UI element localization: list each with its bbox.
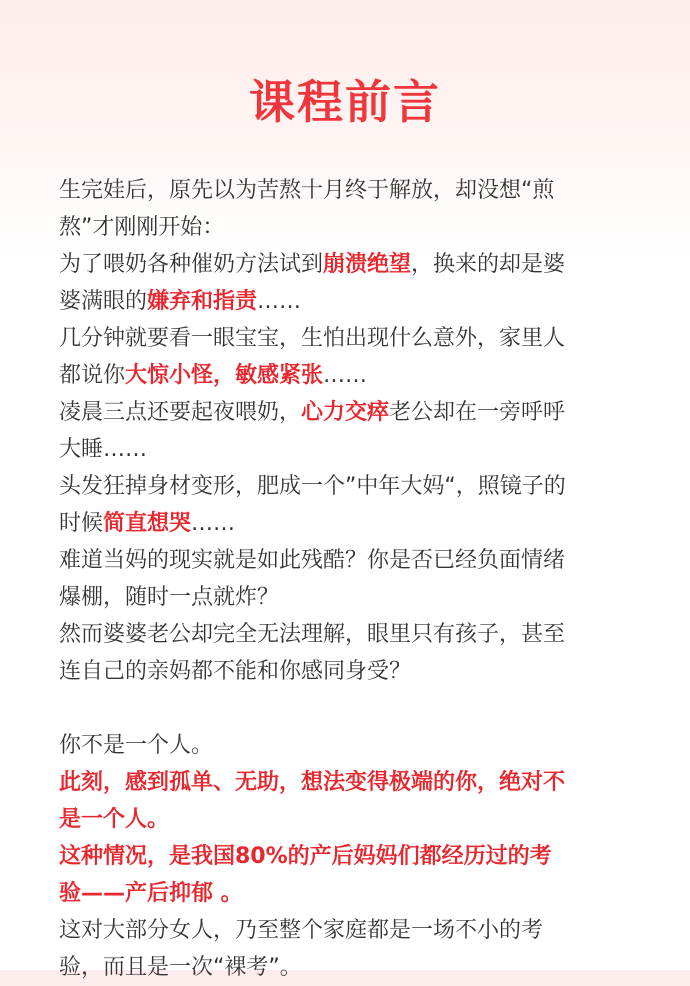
- text-segment: 婆满眼的: [59, 289, 148, 314]
- paragraph-line: 生完娃后，原先以为苦熬十月终于解放，却没想“煎: [59, 178, 555, 203]
- text-segment: 老公却在一旁呼呼: [389, 400, 566, 425]
- paragraph-line: 几分钟就要看一眼宝宝，生怕出现什么意外，家里人: [59, 326, 566, 351]
- blank-line: [59, 690, 634, 727]
- text-segment: 凌晨三点还要起夜喂奶，: [59, 400, 302, 425]
- paragraph-line: 然而婆婆老公却完全无法理解，眼里只有孩子，甚至: [59, 622, 566, 647]
- paragraph-line: 熬”才刚刚开始：: [59, 215, 225, 240]
- paragraph-line: [59, 505, 634, 542]
- text-segment: 时候: [59, 511, 104, 536]
- highlight-text: 崩溃绝望: [323, 252, 412, 277]
- paragraph-line: 验，而且是一次“裸考”。: [59, 955, 302, 980]
- text-segment: ……: [323, 363, 368, 388]
- highlight-text: 心力交瘁: [301, 400, 390, 425]
- paragraph-line: 连自己的亲妈都不能和你感同身受？: [59, 659, 412, 684]
- paragraph-line: [59, 357, 634, 394]
- emphasis-line: 验——产后抑郁 。: [59, 881, 243, 906]
- emphasis-line: 此刻，感到孤单、无助，想法变得极端的你，绝对不: [59, 770, 566, 795]
- paragraph-line: 爆棚，随时一点就炸？: [59, 585, 280, 610]
- paragraph-line: 大睡……: [59, 437, 148, 462]
- article-body: [59, 172, 634, 986]
- paragraph-line: 这对大部分女人，乃至整个家庭都是一场不小的考: [59, 918, 544, 943]
- paragraph-line: 头发狂掉身材变形，肥成一个”中年大妈“，照镜子的: [59, 474, 566, 499]
- text-segment: 都说你: [59, 363, 126, 388]
- text-segment: 为了喂奶各种催奶方法试到: [59, 252, 324, 277]
- paragraph-line: [59, 246, 634, 283]
- emphasis-line: 是一个人。: [59, 807, 170, 832]
- text-segment: ，换来的却是婆: [411, 252, 566, 277]
- paragraph-line: 难道当妈的现实就是如此残酷？你是否已经负面情绪: [59, 548, 566, 573]
- paragraph-line: 你不是一个人。: [59, 733, 214, 758]
- highlight-text: 简直想哭: [103, 511, 192, 536]
- paragraph-line: [59, 283, 634, 320]
- paragraph-line: [59, 394, 634, 431]
- highlight-text: 大惊小怪，敏感紧张: [125, 363, 324, 388]
- emphasis-line: 这种情况，是我国80%的产后妈妈们都经历过的考: [59, 844, 552, 869]
- text-segment: ……: [257, 289, 302, 314]
- text-segment: ……: [191, 511, 236, 536]
- highlight-text: 嫌弃和指责: [147, 289, 258, 314]
- page-title: 课程前言: [249, 75, 441, 129]
